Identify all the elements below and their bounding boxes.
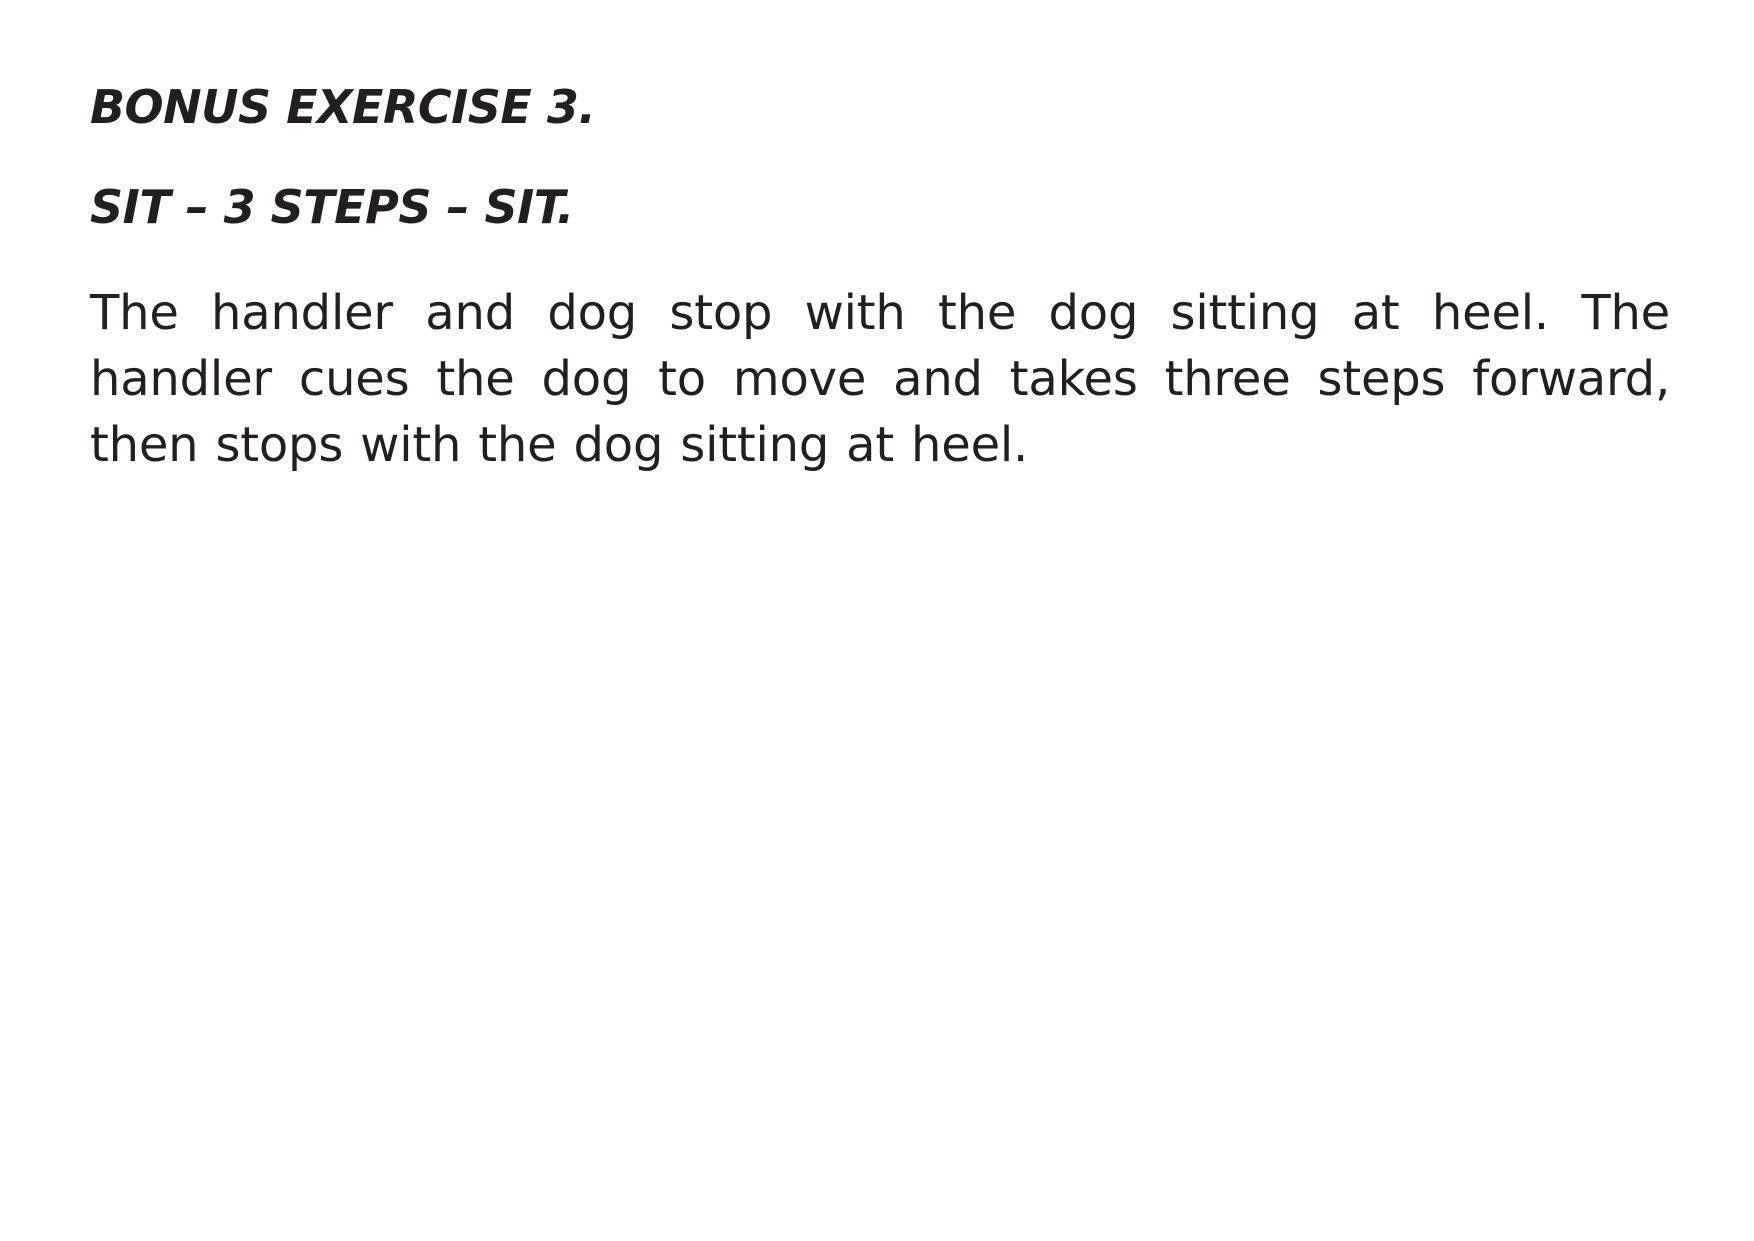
document-page (90, 78, 1670, 478)
exercise-subtitle: SIT – 3 STEPS – SIT. (90, 180, 574, 234)
exercise-title: BONUS EXERCISE 3. (90, 80, 596, 134)
exercise-description: The handler and dog stop with the dog sitting at heel. The handler cues the dog to move and takes three steps forward, then stops with the dog sitting at heel. (90, 285, 1670, 473)
